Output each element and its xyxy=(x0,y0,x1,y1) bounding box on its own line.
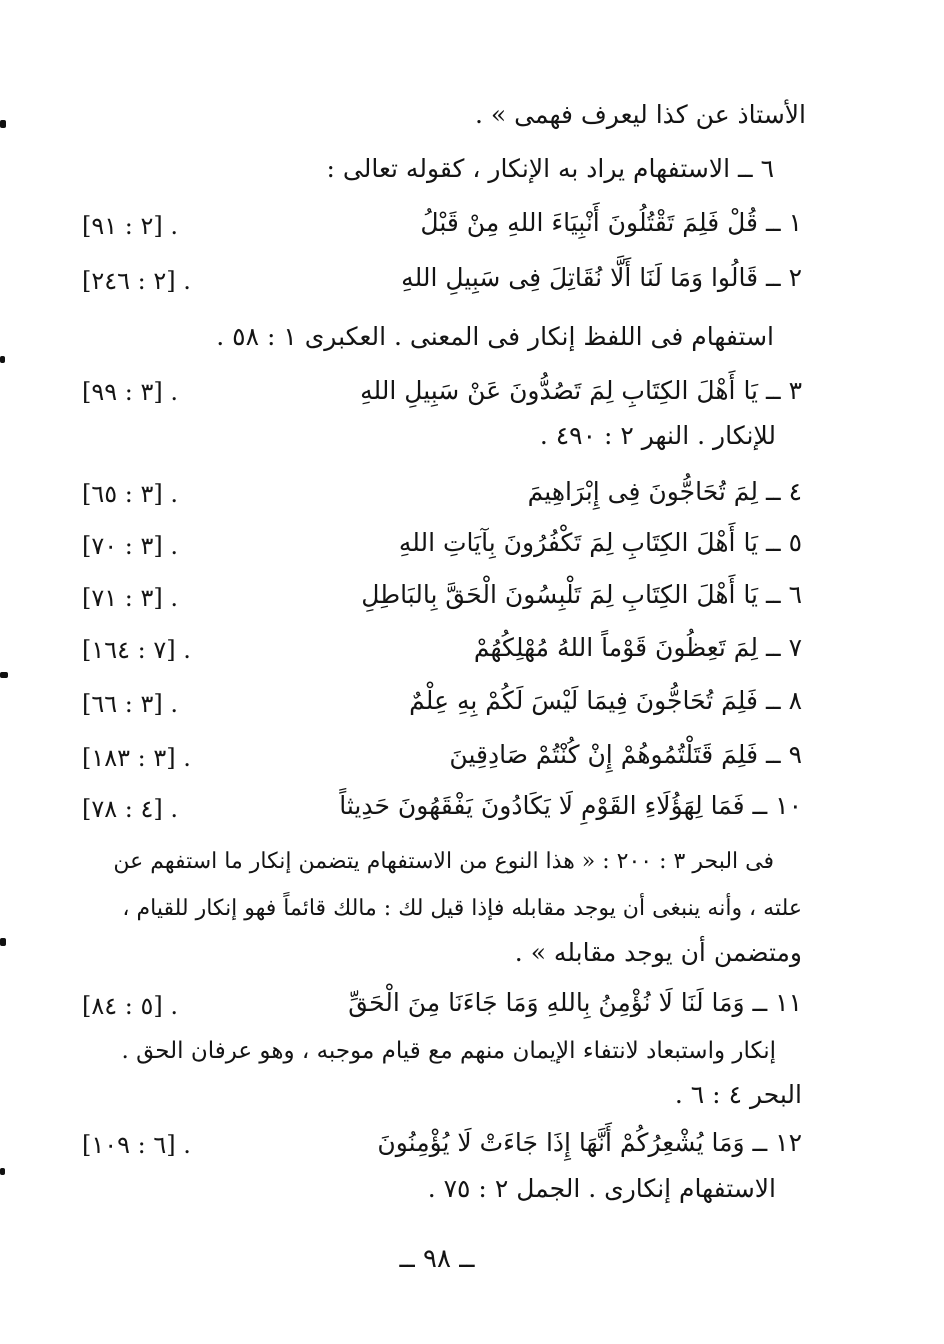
verse-reference: [٣ : ٧٠] . xyxy=(82,532,179,560)
verse-reference: [٢ : ٢٤٦] . xyxy=(82,267,191,295)
verse-line: ١ ــ قُلْ فَلِمَ تَقْتُلُونَ أَنْبِيَاءَ اللهِ مِنْ قَبْلُ xyxy=(420,208,802,237)
commentary-line: علته ، وأنه ينبغى أن يوجد مقابله فإذا قيل لك : مالك قائماً فهو إنكار للقيام ، xyxy=(122,896,802,921)
commentary-line: إنكار واستبعاد لانتفاء الإيمان منهم مع قيام موجبه ، وهو عرفان الحق . xyxy=(121,1038,776,1064)
verse-line: ٦ ــ يَا أَهْلَ الكِتَابِ لِمَ تَلْبِسُونَ الْحَقَّ بِالبَاطِلِ xyxy=(361,580,802,609)
verse-line: ٣ ــ يَا أَهْلَ الكِتَابِ لِمَ تَصُدُّونَ عَنْ سَبِيلِ اللهِ xyxy=(360,376,802,405)
scan-mark xyxy=(0,356,5,363)
verse-reference: [٣ : ٦٥] . xyxy=(82,480,179,508)
verse-line: ١٢ ــ وَمَا يُشْعِرُكُمْ أَنَّهَا إِذَا جَاءَتْ لَا يُؤْمِنُونَ xyxy=(377,1128,802,1157)
verse-line: ٧ ــ لِمَ تَعِظُونَ قَوْماً اللهُ مُهْلِكُهُمْ xyxy=(473,633,802,662)
verse-reference: [٥ : ٨٤] . xyxy=(82,992,179,1020)
commentary-line: الاستفهام إنكارى . الجمل ٢ : ٧٥ . xyxy=(427,1174,776,1203)
commentary-line: البحر ٤ : ٦ . xyxy=(674,1080,802,1109)
scan-mark xyxy=(0,938,6,946)
scan-mark xyxy=(0,120,6,128)
verse-reference: [٣ : ٩٩] . xyxy=(82,378,179,406)
verse-line: ٢ ــ قَالُوا وَمَا لَنَا أَلَّا نُقَاتِلَ فِى سَبِيلِ اللهِ xyxy=(401,263,802,292)
scan-mark xyxy=(0,1168,5,1175)
verse-line: ٥ ــ يَا أَهْلَ الكِتَابِ لِمَ تَكْفُرُونَ بِآيَاتِ اللهِ xyxy=(398,528,802,557)
verse-reference: [٣ : ٦٦] . xyxy=(82,690,179,718)
scan-mark xyxy=(0,672,8,678)
page-number: ــ ٩٨ ــ xyxy=(399,1244,475,1274)
commentary-line: للإنكار . النهر ٢ : ٤٩٠ . xyxy=(539,421,776,450)
verse-line: ٩ ــ فَلِمَ قَتَلْتُمُوهُمْ إِنْ كُنْتُمْ صَادِقِينَ xyxy=(449,740,802,769)
verse-line: ١٠ ــ فَمَا لِهَؤُلَاءِ القَوْمِ لَا يَكَادُونَ يَفْقَهُونَ حَدِيثاً xyxy=(339,791,802,820)
verse-reference: [٣ : ١٨٣] . xyxy=(82,744,191,772)
verse-line: ٨ ــ فَلِمَ تُحَاجُّونَ فِيمَا لَيْسَ لَكُمْ بِهِ عِلْمٌ xyxy=(409,686,802,715)
verse-line: ١١ ــ وَمَا لَنَا لَا نُؤْمِنُ بِاللهِ وَمَا جَاءَنَا مِنَ الْحَقِّ xyxy=(348,988,802,1017)
commentary-line: استفهام فى اللفظ إنكار فى المعنى . العكبرى ١ : ٥٨ . xyxy=(216,322,774,351)
commentary-line: فى البحر ٣ : ٢٠٠ : « هذا النوع من الاستفهام يتضمن إنكار ما استفهم عن xyxy=(113,849,774,874)
text-line: الأستاذ عن كذا ليعرف فهمى » . xyxy=(475,100,806,129)
verse-reference: [٤ : ٧٨] . xyxy=(82,795,179,823)
commentary-line: ومتضمن أن يوجد مقابله » . xyxy=(514,938,802,967)
verse-reference: [٧ : ١٦٤] . xyxy=(82,636,191,664)
verse-line: ٤ ــ لِمَ تُحَاجُّونَ فِى إِبْرَاهِيمَ xyxy=(527,477,802,506)
verse-reference: [٦ : ١٠٩] . xyxy=(82,1131,191,1159)
section-heading: ٦ ــ الاستفهام يراد به الإنكار ، كقوله تعالى : xyxy=(326,154,774,183)
verse-reference: [٣ : ٧١] . xyxy=(82,584,179,612)
verse-reference: [٢ : ٩١] . xyxy=(82,212,179,240)
